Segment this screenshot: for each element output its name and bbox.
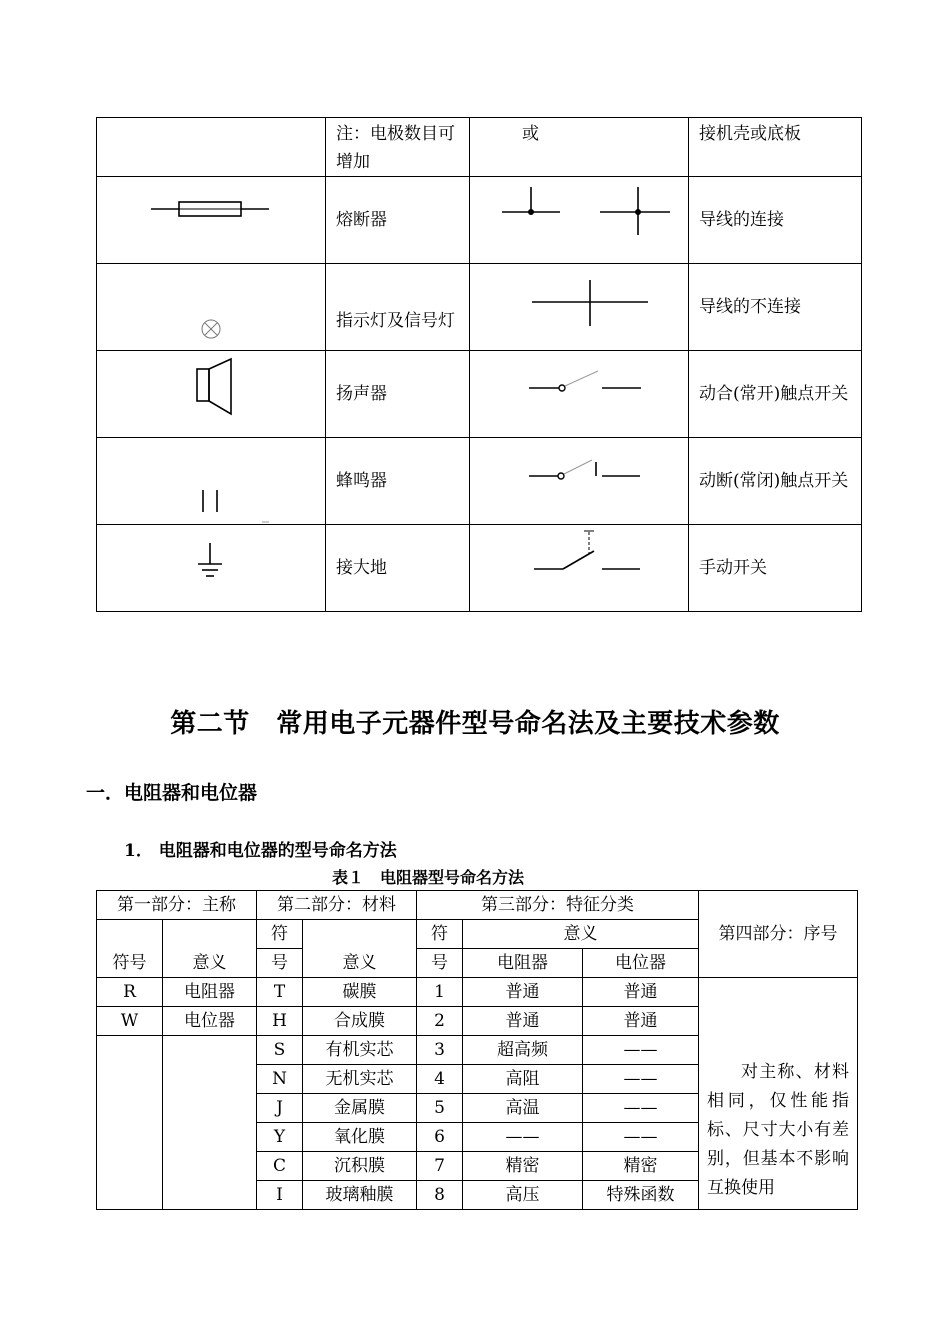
meaning-header: 意义: [163, 920, 257, 978]
table-cell: 3: [417, 1036, 463, 1065]
table-cell: 有机实芯: [303, 1036, 417, 1065]
table-cell: ——: [583, 1123, 699, 1152]
table-cell: 精密: [463, 1152, 583, 1181]
fuse-symbol: [97, 177, 326, 263]
symbol-row: [97, 118, 862, 177]
part3-header: 第三部分：特征分类: [417, 891, 699, 920]
table-cell: 特殊函数: [583, 1181, 699, 1210]
or-text: 或: [470, 118, 689, 177]
symbol-cell: [97, 351, 326, 438]
naming-table: [96, 890, 858, 1210]
table-cell: 普通: [583, 978, 699, 1007]
symbol-header: 符号: [97, 920, 163, 978]
indicator-lamp-symbol: [97, 264, 326, 350]
table-cell: 6: [417, 1123, 463, 1152]
table-caption: 表１ 电阻器型号命名方法: [331, 868, 524, 887]
table-cell: 2: [417, 1007, 463, 1036]
symbol-label: 动断(常闭)触点开关: [689, 438, 862, 525]
symbol-label: 注：电极数目可增加: [326, 118, 470, 177]
wire-crossing-symbol: [470, 264, 689, 350]
table-cell: 普通: [463, 1007, 583, 1036]
symbol-header-char: 符: [417, 920, 463, 949]
symbol-cell: [97, 118, 326, 177]
symbol-label: 扬声器: [326, 351, 470, 438]
normally-open-contact-symbol: [470, 351, 689, 437]
symbol-cell: [470, 525, 689, 612]
table-cell: 氧化膜: [303, 1123, 417, 1152]
symbol-cell: [470, 438, 689, 525]
table-cell: S: [257, 1036, 303, 1065]
table-cell: 4: [417, 1065, 463, 1094]
table-cell: 7: [417, 1152, 463, 1181]
table-cell: 高压: [463, 1181, 583, 1210]
symbol-row: [97, 177, 862, 264]
table-cell: 无机实芯: [303, 1065, 417, 1094]
part2-header: 第二部分：材料: [257, 891, 417, 920]
table-cell: 高温: [463, 1094, 583, 1123]
table-cell: R: [97, 978, 163, 1007]
symbol-label: 导线的不连接: [689, 264, 862, 351]
part4-header: 第四部分：序号: [699, 891, 858, 978]
symbol-cell: [470, 351, 689, 438]
table-cell: ——: [583, 1065, 699, 1094]
table-cell: 1: [417, 978, 463, 1007]
symbol-cell: [97, 438, 326, 525]
table-header-row: [97, 891, 858, 920]
table-cell: ——: [463, 1123, 583, 1152]
table-cell: 合成膜: [303, 1007, 417, 1036]
table-cell: 高阻: [463, 1065, 583, 1094]
subsubsection-heading: 1． 电阻器和电位器的型号命名方法: [124, 841, 397, 861]
subsection-heading: 一．电阻器和电位器: [86, 782, 258, 804]
resistor-header: 电阻器: [463, 949, 583, 978]
symbol-label: 熔断器: [326, 177, 470, 264]
part1-header: 第一部分：主称: [97, 891, 257, 920]
symbol-row: [97, 351, 862, 438]
symbol-cell: [470, 264, 689, 351]
table-cell: I: [257, 1181, 303, 1210]
ground-symbol: [97, 525, 326, 611]
symbol-cell: [470, 177, 689, 264]
table-cell: W: [97, 1007, 163, 1036]
meaning-header: 意义: [463, 920, 699, 949]
table-cell: 5: [417, 1094, 463, 1123]
table-cell: J: [257, 1094, 303, 1123]
normally-closed-contact-symbol: [470, 438, 689, 524]
table-cell: 电阻器: [163, 978, 257, 1007]
empty-cell: [163, 1036, 257, 1210]
table-cell: 电位器: [163, 1007, 257, 1036]
table-cell: 8: [417, 1181, 463, 1210]
symbol-header-char: 符: [257, 920, 303, 949]
section-title: 第二节 常用电子元器件型号命名法及主要技术参数: [170, 709, 780, 739]
speaker-symbol: [97, 351, 326, 437]
part4-note: [699, 978, 858, 1210]
table-cell: H: [257, 1007, 303, 1036]
table-cell: Y: [257, 1123, 303, 1152]
symbol-label: 指示灯及信号灯: [326, 264, 470, 351]
table-cell: N: [257, 1065, 303, 1094]
symbol-cell: [97, 177, 326, 264]
symbol-label: 手动开关: [689, 525, 862, 612]
symbol-row: [97, 438, 862, 525]
table-cell: 碳膜: [303, 978, 417, 1007]
table-cell: 沉积膜: [303, 1152, 417, 1181]
buzzer-symbol: [97, 438, 326, 524]
manual-switch-symbol: [470, 525, 689, 611]
symbol-label: 接机壳或底板: [689, 118, 862, 177]
table-cell: ——: [583, 1036, 699, 1065]
symbol-cell: [97, 264, 326, 351]
meaning-header: 意义: [303, 920, 417, 978]
table-row: [97, 978, 858, 1007]
empty-cell: [97, 1036, 163, 1210]
table-cell: 玻璃釉膜: [303, 1181, 417, 1210]
table-cell: 金属膜: [303, 1094, 417, 1123]
potentiometer-header: 电位器: [583, 949, 699, 978]
table-cell: ——: [583, 1094, 699, 1123]
symbol-label: 接大地: [326, 525, 470, 612]
symbol-label: 导线的连接: [689, 177, 862, 264]
table-cell: C: [257, 1152, 303, 1181]
symbol-label: 动合(常开)触点开关: [689, 351, 862, 438]
table-cell: 精密: [583, 1152, 699, 1181]
symbol-cell: [97, 525, 326, 612]
table-cell: 普通: [583, 1007, 699, 1036]
symbol-header-char: 号: [417, 949, 463, 978]
symbol-header-char: 号: [257, 949, 303, 978]
wire-junction-symbol: [470, 177, 689, 263]
table-cell: T: [257, 978, 303, 1007]
symbol-label: 蜂鸣器: [326, 438, 470, 525]
symbol-row: [97, 264, 862, 351]
table-cell: 超高频: [463, 1036, 583, 1065]
symbol-table: [96, 117, 862, 612]
table-cell: 普通: [463, 978, 583, 1007]
symbol-row: [97, 525, 862, 612]
part4-note-text: 对主称、材料相同，仅性能指标、尺寸大小有差别，但基本不影响互换使用: [707, 1062, 850, 1198]
